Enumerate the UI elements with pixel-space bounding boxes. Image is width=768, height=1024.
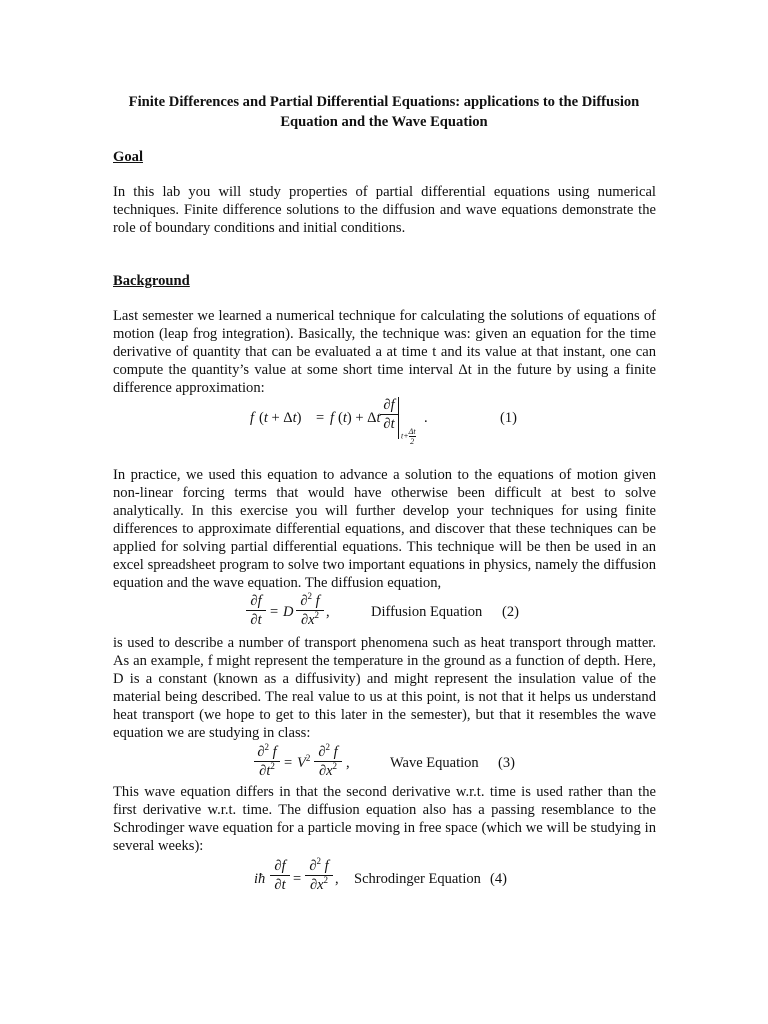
goal-text: In this lab you will study properties of partial differential equations using numerical techniques. Finite difference solutions to the diffusion and wave equations demonstrate the role of boundary conditions and initial conditions.	[113, 184, 656, 236]
background-text-3: is used to describe a number of transport phenomena such as heat transport through matter. As an example, f might represent the temperature in the ground as a function of depth. Here, D is a constant (known as a diffusivity) and might represent the insulation value of the material being described. The real value to us at this point, is not that it helps us understand heat transport (we hope to get to this later in the semester), but that it resembles the wave equation we are studying in class:	[113, 635, 656, 741]
eq1-rhs-f: f	[330, 410, 335, 426]
eq3-coefficient: $V^2$	[297, 753, 311, 771]
eq1-derivative: ∂f ∂t	[380, 397, 398, 432]
eq3-equals: =	[284, 755, 293, 771]
background-text-1: Last semester we learned a numerical technique for calculating the solutions of equations of motion (leap frog integration). Basically, the technique was: given an equation for the time derivative of quantity that can be evaluated a at time t and its value at that instant, one can compute the quantity’s value at some short time interval Δt in the future by using a finite difference approximation:	[113, 308, 656, 396]
background-heading: Background	[113, 273, 190, 289]
eq2-coefficient: D	[283, 604, 294, 620]
eq2-comma: ,	[326, 604, 330, 620]
eq2-label: Diffusion Equation	[371, 604, 483, 620]
eq4-equals: =	[293, 871, 302, 887]
eq1-eval-point: t+ $\frac{\Delta t}{2}$	[401, 427, 416, 446]
eq1-eval-bar	[398, 397, 399, 439]
eq3-rhs-fraction: ∂$^2$ f $\partial x^2$	[314, 744, 342, 779]
eq1-number: (1)	[500, 410, 517, 426]
equation-2	[246, 593, 546, 633]
eq1-equals: =	[316, 410, 325, 426]
eq1-period: .	[424, 410, 428, 426]
background-text-4: This wave equation differs in that the second derivative w.r.t. time is used rather than the first derivative w.r.t. time. The diffusion equation also has a passing resemblance to the Schrodinger wave equation for a particle moving in free space (which we will be studying in several weeks):	[113, 784, 656, 854]
background-text-2: In practice, we used this equation to advance a solution to the equations of motion given non-linear forcing terms that would have otherwise been difficult at best to solve analytically. In this exercise you will further develop your techniques for using finite differences to approximate differential equations, and discover that these techniques can be applied for solving partial differential equations. This technique will be then be used in an excel spreadsheet program to solve two important equations in physics, namely the diffusion equation and the wave equation. The diffusion equation,	[113, 467, 656, 591]
eq2-rhs-fraction: ∂$^2$ f $\partial x^2$	[296, 593, 324, 628]
background-paragraph-1	[113, 307, 656, 397]
eq4-number: (4)	[490, 871, 507, 887]
eq2-lhs-fraction: ∂f ∂t	[246, 593, 266, 628]
background-paragraph-2	[113, 466, 656, 592]
background-paragraph-4	[113, 783, 656, 855]
document-title: Finite Differences and Partial Differential Equations: applications to the Diffusion Equation and the Wave Equation	[128, 94, 640, 130]
equation-1	[250, 399, 550, 447]
goal-heading: Goal	[113, 149, 143, 165]
eq1-rhs-terms: (t) + Δt	[338, 410, 381, 426]
goal-paragraph	[113, 183, 656, 237]
eq4-comma: ,	[335, 871, 339, 887]
eq4-label: Schrodinger Equation	[354, 871, 481, 887]
background-paragraph-3	[113, 634, 656, 742]
eq2-equals: =	[270, 604, 279, 620]
equation-4	[254, 858, 554, 898]
eq3-label: Wave Equation	[390, 755, 479, 771]
eq3-number: (3)	[498, 755, 515, 771]
eq3-comma: ,	[346, 755, 350, 771]
eq4-prefactor: iħ	[254, 871, 266, 887]
eq3-lhs-fraction: ∂$^2$ f $\partial t^2$	[254, 744, 280, 779]
eq4-lhs-fraction: ∂f ∂t	[270, 858, 290, 893]
eq1-lhs: f	[250, 410, 255, 426]
eq4-rhs-fraction: ∂$^2$ f $\partial x^2$	[305, 858, 333, 893]
equation-3	[254, 744, 554, 784]
eq2-number: (2)	[502, 604, 519, 620]
eq1-lhs-args: (t + Δt)	[259, 410, 302, 426]
